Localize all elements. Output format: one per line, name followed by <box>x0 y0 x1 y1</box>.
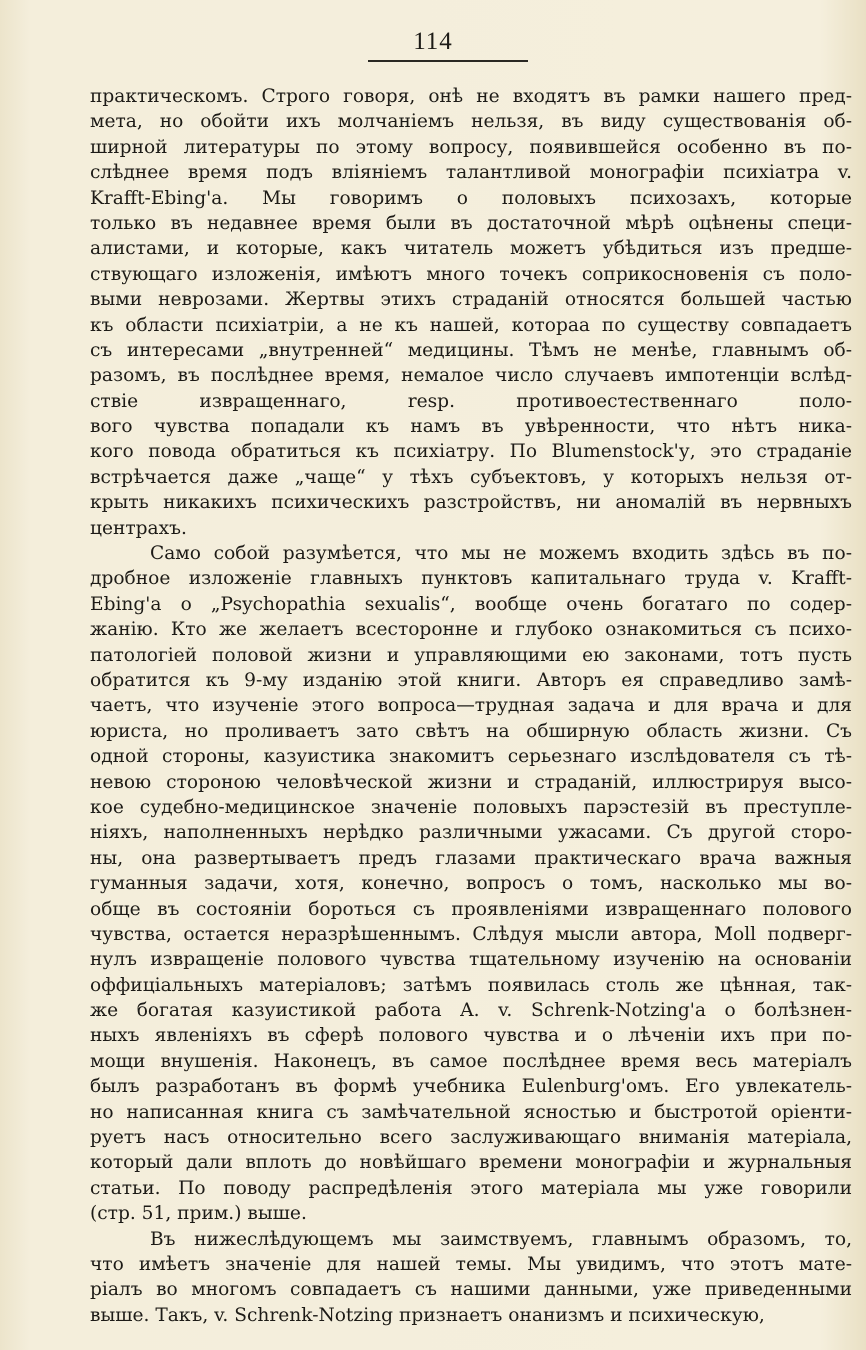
text-line: практическомъ. Строго говоря, онѣ не входятъ въ рамки нашего пред- <box>90 86 852 107</box>
text-line: гуманныя задачи, хотя, конечно, вопросъ о томъ, насколько мы во- <box>90 873 852 895</box>
text-line: выше. Такъ, v. Schrenk-Notzing признаетъ онанизмъ и психическую, <box>90 1304 765 1326</box>
text-line: ствующаго изложенія, имѣютъ много точекъ соприкосновенія съ поло- <box>90 263 852 285</box>
text-line: нулъ извращеніе полового чувства тщательному изученію на основаніи <box>90 949 852 971</box>
page-header <box>0 28 866 56</box>
text-line: мощи внушенія. Наконецъ, въ самое послѣднее время весь матеріалъ <box>90 1050 852 1072</box>
text-line: ніяхъ, наполненныхъ нерѣдко различными ужасами. Съ другой сторо- <box>90 822 852 844</box>
text-line: оффиціальныхъ матеріаловъ; затѣмъ появилась столь же цѣнная, так- <box>90 974 852 996</box>
text-line: юриста, но проливаетъ зато свѣтъ на обширную область жизни. Съ <box>90 720 852 742</box>
text-line: же богатая казуистикой работа A. v. Schrenk-Notzing'a о болѣзнен- <box>90 1000 852 1022</box>
text-line: статьи. По поводу распредѣленія этого матеріала мы уже говорили <box>90 1177 852 1199</box>
text-line: слѣднее время подъ вліяніемъ талантливой монографіи психіатра v. <box>90 162 852 184</box>
text-line: чаетъ, что изученіе этого вопроса—трудная задача и для врача и для <box>90 695 852 717</box>
text-line: что имѣетъ значеніе для нашей темы. Мы увидимъ, что этотъ мате- <box>90 1253 852 1275</box>
text-line: былъ разработанъ въ формѣ учебника Eulenburg'омъ. Его увлекатель- <box>90 1076 852 1098</box>
text-line: ны, она развертываетъ предъ глазами практическаго врача важныя <box>90 847 852 869</box>
paragraph <box>90 84 852 541</box>
text-line: ныхъ явленіяхъ въ сферѣ полового чувства и о лѣченіи ихъ при по- <box>90 1025 852 1047</box>
text-line: съ интересами „внутренней“ медицины. Тѣмъ не менѣе, главнымъ об- <box>90 339 852 361</box>
text-line: Krafft-Ebing'a. Мы говоримъ о половыхъ психозахъ, которые <box>90 187 852 209</box>
text-line: мета, но обойти ихъ молчаніемъ нельзя, въ виду существованія об- <box>90 111 852 133</box>
text-line: къ области психіатріи, а не къ нашей, котораа по существу совпадаетъ <box>90 314 852 336</box>
text-line: Само собой разумѣется, что мы не можемъ входить здѣсь въ по- <box>150 543 852 565</box>
text-line: но написанная книга съ замѣчательной ясностью и быстротой оріенти- <box>90 1101 852 1123</box>
text-line: ствіе извращеннаго, resp. противоестественнаго поло- <box>90 390 852 412</box>
text-line: обще въ состояніи бороться съ проявленіями извращеннаго полового <box>90 898 852 920</box>
text-line: одной стороны, казуистика знакомитъ серьезнаго изслѣдователя съ тѣ- <box>90 746 852 768</box>
text-line: только въ недавнее время были въ достаточной мѣрѣ оцѣнены специ- <box>90 212 852 234</box>
text-line: центрахъ. <box>90 517 187 539</box>
text-line: патологіей половой жизни и управляющими ею законами, тотъ пусть <box>90 644 852 666</box>
page-body <box>90 84 852 1328</box>
text-line: кого повода обратиться къ психіатру. По Blumenstock'у, это страданіе <box>90 441 852 463</box>
paragraph <box>90 1227 852 1329</box>
text-line: ріалъ во многомъ совпадаетъ съ нашими данными, уже приведенными <box>90 1279 852 1301</box>
text-line: разомъ, въ послѣднее время, немалое число случаевъ импотенціи вслѣд- <box>90 365 852 387</box>
text-line: дробное изложеніе главныхъ пунктовъ капитальнаго труда v. Krafft- <box>90 568 852 590</box>
text-line: руетъ насъ относительно всего заслуживающаго вниманія матеріала, <box>90 1127 852 1149</box>
text-line: кое судебно-медицинское значеніе половыхъ парэстезій въ преступле- <box>90 796 852 818</box>
text-line: встрѣчается даже „чаще“ у тѣхъ субъектовъ, у которыхъ нельзя от- <box>90 466 852 488</box>
text-line: выми неврозами. Жертвы этихъ страданій относятся большей частью <box>90 289 852 311</box>
text-line: жанію. Кто же желаетъ всесторонне и глубоко ознакомиться съ психо- <box>90 619 852 641</box>
text-line: Въ нижеслѣдующемъ мы заимствуемъ, главнымъ образомъ, то, <box>150 1228 852 1250</box>
text-line: алистами, и которые, какъ читатель можетъ убѣдиться изъ предше- <box>90 238 852 260</box>
header-rule <box>368 60 528 62</box>
page-number: 114 <box>413 28 453 55</box>
text-line: ширной литературы по этому вопросу, появившейся особенно въ по- <box>90 136 852 158</box>
text-line: невою стороною человѣческой жизни и страданій, иллюстрируя высо- <box>90 771 852 793</box>
text-line: обратится къ 9-му изданію этой книги. Авторъ ея справедливо замѣ- <box>90 669 852 691</box>
text-line: вого чувства попадали къ намъ въ увѣренности, что нѣтъ никa- <box>90 416 852 438</box>
text-line: крыть никакихъ психическихъ разстройствъ, ни аномалій въ нервныхъ <box>90 492 852 514</box>
text-line: Ebing'a o „Psychopathia sexualis“, вообще очень богатаго по содер- <box>90 593 852 615</box>
text-line: чувства, остается неразрѣшеннымъ. Слѣдуя мысли автора, Moll подверг- <box>90 923 852 945</box>
text-line: (стр. 51, прим.) выше. <box>90 1203 307 1225</box>
paragraph <box>90 541 852 1227</box>
text-line: который дали вплоть до новѣйшаго времени монографіи и журнальныя <box>90 1152 852 1174</box>
